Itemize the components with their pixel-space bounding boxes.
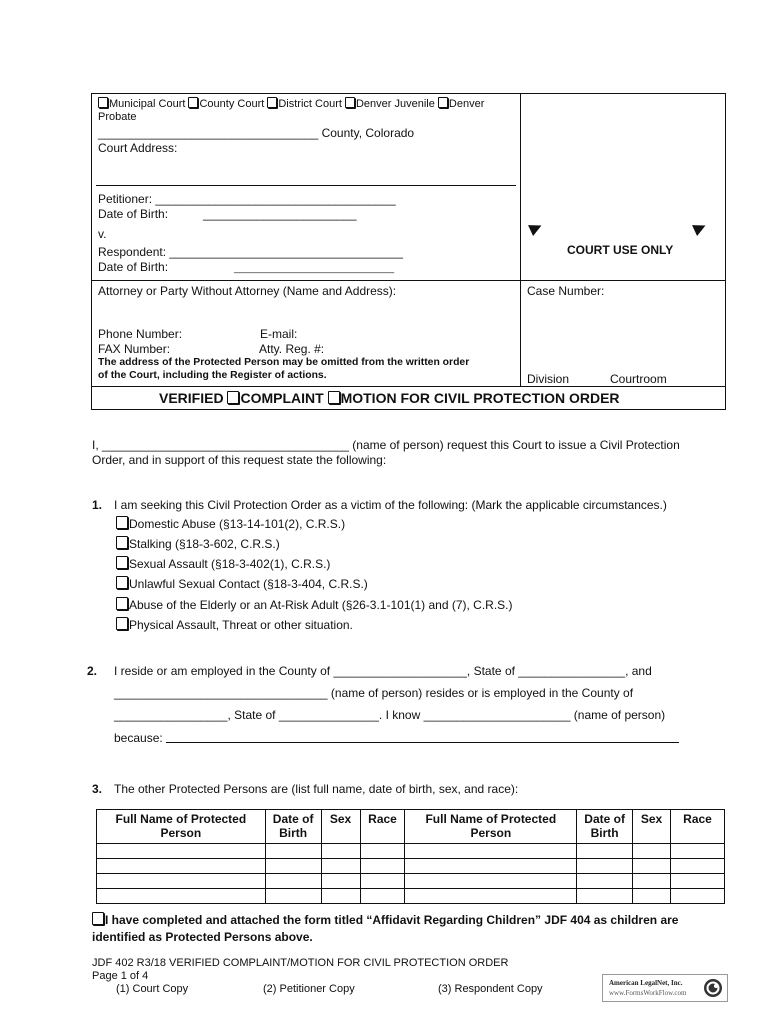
district-court-label: District Court	[278, 98, 342, 110]
physical-assault-checkbox[interactable]	[116, 617, 128, 630]
table-cell[interactable]	[265, 859, 321, 874]
table-cell[interactable]	[265, 874, 321, 889]
copy-respondent: (3) Respondent Copy	[438, 983, 543, 995]
table-cell[interactable]	[633, 874, 671, 889]
table-header-row	[97, 810, 725, 844]
page-number: Page 1 of 4	[92, 970, 149, 982]
petitioner-field[interactable]: Petitioner: ____________________________________	[98, 192, 396, 206]
publisher-logo-icon	[703, 978, 723, 998]
caption-right-border	[725, 93, 726, 410]
attorney-label: Attorney or Party Without Attorney (Name and Address):	[98, 284, 397, 298]
right-arrow-icon	[692, 220, 708, 236]
because-label: because:	[114, 731, 163, 745]
col-race-2: Race	[671, 810, 725, 844]
copy-petitioner: (2) Petitioner Copy	[263, 983, 355, 995]
respondent-field[interactable]: Respondent: ___________________________________	[98, 245, 403, 259]
option-label: Abuse of the Elderly or an At-Risk Adult (§26-3.1-101(1) and (7), C.R.S.)	[129, 598, 513, 612]
option-stalking[interactable]	[116, 536, 280, 551]
col-full-name-2: Full Name of Protected Person	[405, 810, 577, 844]
affidavit-line1[interactable]	[92, 912, 678, 927]
courtroom-label: Courtroom	[610, 372, 667, 386]
table-cell[interactable]	[671, 889, 725, 904]
copy-court: (1) Court Copy	[116, 983, 189, 995]
atty-reg-label: Atty. Reg. #:	[259, 342, 325, 356]
email-label: E-mail:	[260, 327, 298, 341]
table-cell[interactable]	[577, 874, 633, 889]
section2-number: 2.	[87, 664, 98, 678]
table-cell[interactable]	[405, 874, 577, 889]
denver-juvenile-label: Denver Juvenile	[355, 98, 435, 110]
respondent-dob-field[interactable]: ________________________________	[234, 263, 395, 273]
intro-line2: Order, and in support of this request state the following:	[92, 453, 387, 467]
table-cell[interactable]	[671, 844, 725, 859]
publisher-name: American LegalNet, Inc.	[609, 979, 683, 987]
section1-number: 1.	[92, 498, 103, 512]
left-arrow-icon	[528, 220, 544, 236]
table-cell[interactable]	[321, 844, 360, 859]
denver-probate-checkbox[interactable]	[438, 97, 448, 108]
col-race: Race	[360, 810, 405, 844]
section2-line2[interactable]: ________________________________ (name of person) resides or is employed in the County of	[114, 686, 634, 700]
table-cell[interactable]	[360, 844, 405, 859]
option-label: Unlawful Sexual Contact (§18-3-404, C.R.S.)	[129, 577, 368, 591]
county-line[interactable]	[98, 126, 414, 140]
option-sexual-assault[interactable]	[116, 556, 330, 571]
intro-rest: (name of person) request this Court to issue a Civil Protection	[348, 438, 680, 452]
table-cell[interactable]	[633, 889, 671, 904]
fax-label: FAX Number:	[98, 342, 171, 356]
publisher-badge	[602, 974, 728, 1002]
intro-line1	[92, 438, 680, 452]
section1-heading: I am seeking this Civil Protection Order as a victim of the following: (Mark the applicable circumstances.)	[114, 498, 667, 512]
division-label: Division	[527, 372, 570, 386]
col-dob-2: Date of Birth	[577, 810, 633, 844]
option-domestic-abuse[interactable]	[116, 516, 345, 531]
county-suffix: County, Colorado	[321, 126, 415, 140]
because-field[interactable]	[166, 742, 679, 743]
respondent-dob-label: Date of Birth:	[98, 260, 169, 274]
municipal-court-label: Municipal Court	[109, 98, 186, 110]
sexual-assault-checkbox[interactable]	[116, 556, 128, 569]
case-number-label: Case Number:	[527, 284, 605, 298]
table-cell[interactable]	[97, 874, 266, 889]
municipal-court-checkbox[interactable]	[98, 97, 108, 108]
section3-number: 3.	[92, 782, 103, 796]
col-dob: Date of Birth	[265, 810, 321, 844]
court-address-rule	[96, 185, 516, 186]
table-row	[97, 889, 725, 904]
table-cell[interactable]	[97, 859, 266, 874]
versus-label: v.	[98, 227, 107, 241]
protected-note-line2: of the Court, including the Register of actions.	[98, 370, 327, 381]
col-sex: Sex	[321, 810, 360, 844]
intro-start: I,	[92, 438, 103, 452]
option-elder-abuse[interactable]	[116, 597, 513, 612]
caption-divider	[520, 93, 521, 387]
county-court-label: County Court	[199, 98, 265, 110]
option-label: Domestic Abuse (§13-14-101(2), C.R.S.)	[129, 517, 346, 531]
form-id: JDF 402 R3/18 VERIFIED COMPLAINT/MOTION FOR CIVIL PROTECTION ORDER	[92, 957, 509, 969]
table-cell[interactable]	[405, 844, 577, 859]
affidavit-checkbox[interactable]	[92, 912, 104, 925]
col-full-name: Full Name of Protected Person	[97, 810, 266, 844]
table-row	[97, 844, 725, 859]
table-cell[interactable]	[577, 844, 633, 859]
table-cell[interactable]	[321, 859, 360, 874]
denver-juvenile-checkbox[interactable]	[345, 97, 355, 108]
petitioner-name-blank[interactable]: _____________________________________	[102, 438, 349, 452]
county-court-checkbox[interactable]	[188, 97, 198, 108]
unlawful-sexual-contact-checkbox[interactable]	[116, 576, 128, 589]
complaint-checkbox[interactable]	[227, 391, 239, 404]
option-unlawful-sexual-contact[interactable]	[116, 576, 368, 591]
elder-abuse-checkbox[interactable]	[116, 597, 128, 610]
motion-checkbox[interactable]	[328, 391, 340, 404]
table-cell[interactable]	[633, 844, 671, 859]
table-cell[interactable]	[360, 859, 405, 874]
table-cell[interactable]	[671, 859, 725, 874]
table-row	[97, 859, 725, 874]
title-prefix: VERIFIED	[159, 390, 228, 406]
table-cell[interactable]	[360, 874, 405, 889]
col-sex-2: Sex	[633, 810, 671, 844]
publisher-url: www.FormsWorkFlow.com	[609, 989, 687, 997]
court-options-wrap: Probate	[98, 111, 137, 123]
district-court-checkbox[interactable]	[267, 97, 277, 108]
domestic-abuse-checkbox[interactable]	[116, 516, 128, 529]
table-cell[interactable]	[97, 844, 266, 859]
table-cell[interactable]	[633, 859, 671, 874]
section2-line1[interactable]: I reside or am employed in the County of ____________________, State of ________________, and	[114, 664, 652, 678]
table-cell[interactable]	[405, 889, 577, 904]
table-cell[interactable]	[577, 889, 633, 904]
phone-label: Phone Number:	[98, 327, 183, 341]
table-cell[interactable]	[97, 889, 266, 904]
form-title	[159, 390, 620, 406]
protected-note-line1: The address of the Protected Person may be omitted from the written order	[98, 357, 470, 368]
table-cell[interactable]	[360, 889, 405, 904]
caption-top-border	[91, 93, 726, 94]
stalking-checkbox[interactable]	[116, 536, 128, 549]
caption-bottom-border	[91, 386, 726, 387]
option-label: Physical Assault, Threat or other situation.	[129, 618, 353, 632]
petitioner-dob-field[interactable]: _______________________	[203, 207, 357, 221]
table-cell[interactable]	[321, 889, 360, 904]
table-cell[interactable]	[405, 859, 577, 874]
court-options	[98, 97, 484, 110]
option-label: Sexual Assault (§18-3-402(1), C.R.S.)	[129, 557, 331, 571]
table-cell[interactable]	[577, 859, 633, 874]
caption-left-border	[91, 93, 92, 410]
denver-probate-label: Denver	[448, 98, 485, 110]
table-cell[interactable]	[265, 844, 321, 859]
table-cell[interactable]	[265, 889, 321, 904]
petitioner-dob-label: Date of Birth:	[98, 207, 169, 221]
protected-persons-table	[96, 809, 725, 904]
option-label: Stalking (§18-3-602, C.R.S.)	[129, 537, 280, 551]
affidavit-line2: identified as Protected Persons above.	[92, 930, 313, 944]
table-row	[97, 874, 725, 889]
court-address-label: Court Address:	[98, 141, 178, 155]
title-complaint: COMPLAINT	[240, 390, 328, 406]
county-blank[interactable]: _________________________________	[98, 126, 319, 140]
title-motion: MOTION FOR CIVIL PROTECTION ORDER	[340, 390, 620, 406]
table-cell[interactable]	[321, 874, 360, 889]
section2-line3[interactable]: _________________, State of _______________. I know ______________________ (name of person)	[114, 708, 666, 722]
title-bottom-border	[91, 409, 726, 410]
court-use-only-label: COURT USE ONLY	[567, 243, 674, 257]
table-cell[interactable]	[671, 874, 725, 889]
caption-mid-border	[91, 280, 726, 281]
option-physical-assault[interactable]	[116, 617, 353, 632]
section3-heading: The other Protected Persons are (list full name, date of birth, sex, and race):	[114, 782, 519, 796]
affidavit-text: I have completed and attached the form titled “Affidavit Regarding Children” JDF 404 as children are	[105, 913, 679, 927]
